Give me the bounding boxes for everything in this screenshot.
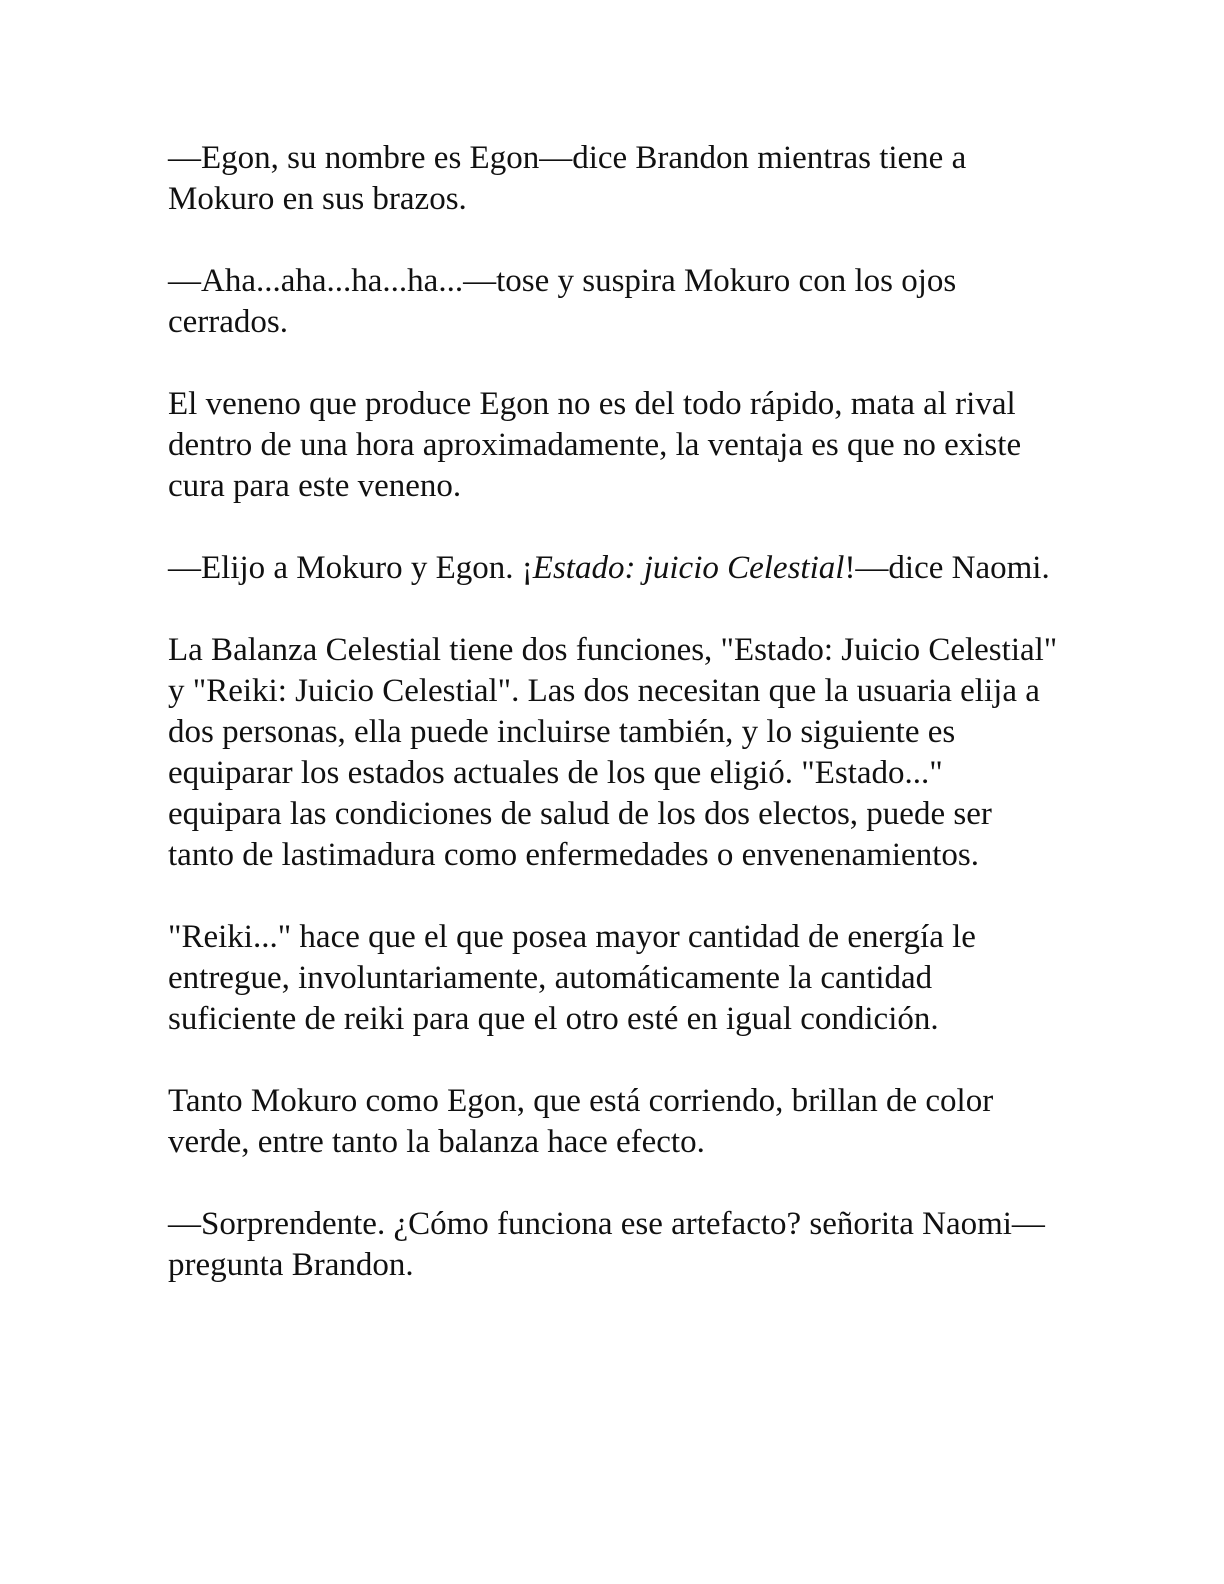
paragraph xyxy=(168,548,1058,589)
paragraph: Tanto Mokuro como Egon, que está corriendo, brillan de color verde, entre tanto la balanza hace efecto. xyxy=(168,1083,994,1160)
paragraph: —Sorprendente. ¿Cómo funciona ese artefacto? señorita Naomi—pregunta Brandon. xyxy=(168,1206,1045,1283)
paragraph-text: !—dice Naomi. xyxy=(844,550,1050,586)
paragraph: —Aha...aha...ha...ha...—tose y suspira Mokuro con los ojos cerrados. xyxy=(168,263,957,340)
paragraph: El veneno que produce Egon no es del todo rápido, mata al rival dentro de una hora aproximadamente, la ventaja es que no existe cura para este veneno. xyxy=(168,386,1022,504)
paragraph-text: —Elijo a Mokuro y Egon. ¡ xyxy=(168,550,533,586)
paragraph: La Balanza Celestial tiene dos funciones, "Estado: Juicio Celestial" y "Reiki: Juicio Celestial". Las dos necesitan que la usuaria elija a dos personas, ella puede incluirse también, y lo siguiente es equiparar los estados actuales de los que eligió. "Estado..." equipara las condiciones de salud de los dos electos, puede ser tanto de lastimadura como enfermedades o envenenamientos. xyxy=(168,632,1058,873)
paragraph: "Reiki..." hace que el que posea mayor cantidad de energía le entregue, involuntariamente, automáticamente la cantidad suficiente de reiki para que el otro esté en igual condición. xyxy=(168,919,976,1037)
paragraph: —Egon, su nombre es Egon—dice Brandon mientras tiene a Mokuro en sus brazos. xyxy=(168,140,967,217)
italic-spell-name: Estado: juicio Celestial xyxy=(532,550,845,586)
document-page xyxy=(168,138,1058,1286)
